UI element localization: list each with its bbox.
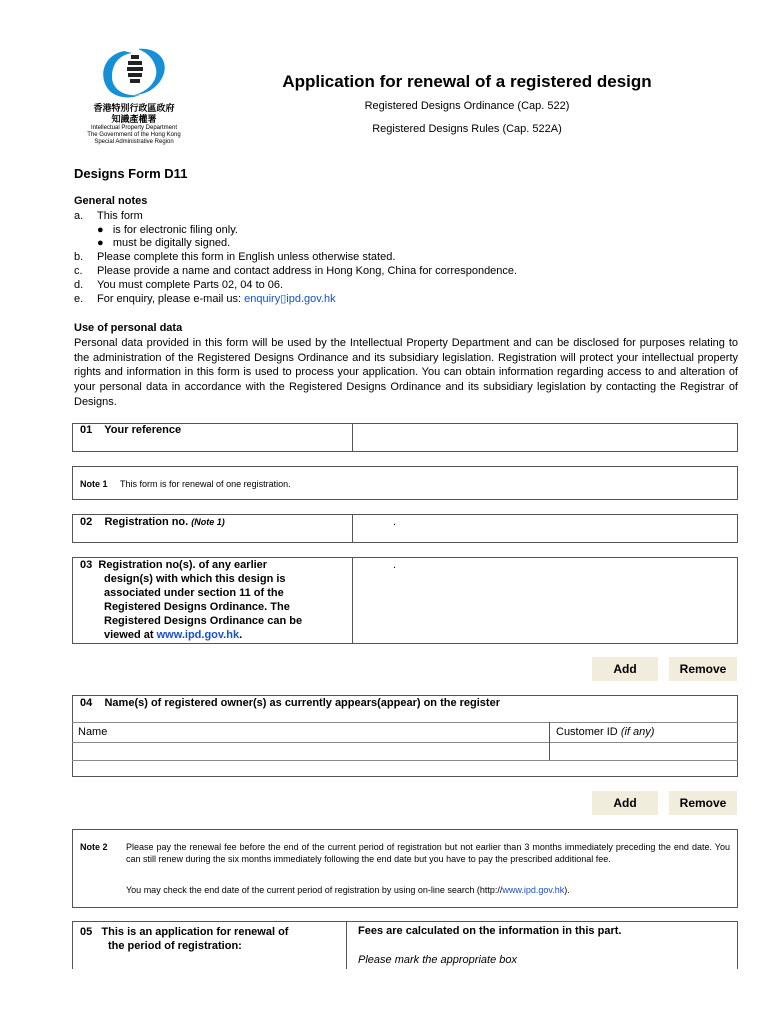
ipd-logo [78,45,190,153]
note-marker: e. [74,293,84,305]
note2-label: Note 2 [80,842,108,852]
bullet-dot-icon: ● [97,237,104,249]
note-text: This form is for renewal of one registration. [120,479,291,489]
owner-name-header: Name [78,726,108,738]
part-label-line: Registered Designs Ordinance. The [104,601,290,613]
part-label-line: the period of registration: [108,940,242,952]
customer-id-header [556,725,654,739]
ordinance-subtitle: Registered Designs Ordinance (Cap. 522) [364,100,570,112]
note-text: This form [97,210,143,222]
part-label-line: viewed at [104,629,157,641]
add-button[interactable]: Add [592,657,658,681]
part03-label [80,558,302,642]
logo-en-line3: Special Administrative Region [94,139,174,145]
note-marker: c. [74,265,83,277]
part-number: 01 [80,424,93,436]
part-label-line: associated under section 11 of the [104,587,284,599]
personal-data-text: Personal data provided in this form will be used by the Intellectual Property Department and can be disclosed for purposes relating to the administration of the Registered Designs Ordinance and its subsidiary legislation. Registration will protect your intellectual property rights and information in this form is used to process your application. You can obtain information regarding access to and alteration of your personal data in accordance with the Registered Designs Ordinance and its subsidiary legislation by contacting the Registrar of Designs. [74,337,738,408]
note-text: ). [564,885,570,895]
note2-text: Please pay the renewal fee before the end of the current period of registration but not earlier than 3 months immediately preceding the end date. You can still renew during the six months immediately following the end date but you have to pay the prescribed additional fee. [126,842,730,864]
general-note-bullet [97,236,230,250]
general-note-a [74,209,143,223]
part-label-line: Registration no(s). of any earlier [98,559,268,571]
note-text: You must complete Parts 02, 04 to 06. [97,279,284,291]
bullet-text: must be digitally signed. [112,237,231,249]
your-reference-field[interactable] [353,424,737,451]
customer-id-note: (if any) [620,726,655,738]
rules-subtitle: Registered Designs Rules (Cap. 522A) [372,123,562,135]
part-number: 02 [80,516,93,528]
registration-no-field[interactable]: . [393,516,397,528]
ipd-emblem-icon [94,45,174,101]
part01-label [80,424,181,436]
part-label: Registration no. [104,516,189,528]
remove-button[interactable]: Remove [669,791,737,815]
note-text: Please provide a name and contact address in Hong Kong, China for correspondence. [97,265,518,277]
owner-name-input[interactable] [73,743,548,759]
part02-label [80,516,225,528]
note1 [80,478,291,490]
note-ref: (Note 1) [191,517,225,527]
customer-id-label: Customer ID [556,726,618,738]
part-label-line: . [239,629,243,641]
form-name: Designs Form D11 [74,166,188,181]
general-note-c [74,264,518,278]
part-label-line: Registered Designs Ordinance can be [104,615,303,627]
part-label-line: This is an application for renewal of [101,926,289,938]
note-label: Note 1 [80,479,108,489]
remove-button[interactable]: Remove [669,657,737,681]
bullet-dot-icon: ● [97,224,104,236]
general-note-b [74,250,396,264]
note2-check [126,884,570,896]
note-text: For enquiry, please e-mail us: [97,293,245,305]
note-text: You may check the end date of the current period of registration by using on-line search (http:// [126,885,503,895]
ipd-website-link[interactable]: www.ipd.gov.hk [502,885,565,895]
earlier-registration-field[interactable]: . [393,559,397,571]
part-label-line: design(s) with which this design is [104,573,286,585]
logo-en-line2: The Government of the Hong Kong [87,132,181,138]
fees-note: Fees are calculated on the information in this part. [358,925,622,937]
part-number: 05 [80,926,93,938]
general-note-e [74,292,474,306]
part-number: 03 [80,559,93,571]
customer-id-input[interactable] [550,743,737,759]
logo-cn-line1: 香港特別行政區政府 [93,103,175,113]
note-marker: a. [74,210,84,222]
general-note-bullet [97,223,238,237]
note-marker: b. [74,251,84,263]
note-marker: d. [74,279,84,291]
enquiry-email-link[interactable]: enquiry▯ipd.gov.hk [244,293,336,305]
logo-cn-line2: 知識產權署 [111,114,157,124]
page-title: Application for renewal of a registered design [282,72,652,91]
note-text: Please complete this form in English unless otherwise stated. [97,251,396,263]
general-note-d [74,278,284,292]
logo-en-line1: Intellectual Property Department [90,125,178,131]
part-label: Your reference [104,424,182,436]
part-number: 04 [80,697,93,709]
ipd-website-link[interactable]: www.ipd.gov.hk [156,629,240,641]
part-label: Name(s) of registered owner(s) as currently appears(appear) on the register [104,697,500,709]
part05-label [80,925,288,953]
bullet-text: is for electronic filing only. [112,224,238,236]
part04-label [80,697,500,709]
mark-box-instruction: Please mark the appropriate box [358,954,517,966]
add-button[interactable]: Add [592,791,658,815]
general-notes-heading: General notes [74,195,148,207]
personal-data-heading: Use of personal data [74,322,183,334]
